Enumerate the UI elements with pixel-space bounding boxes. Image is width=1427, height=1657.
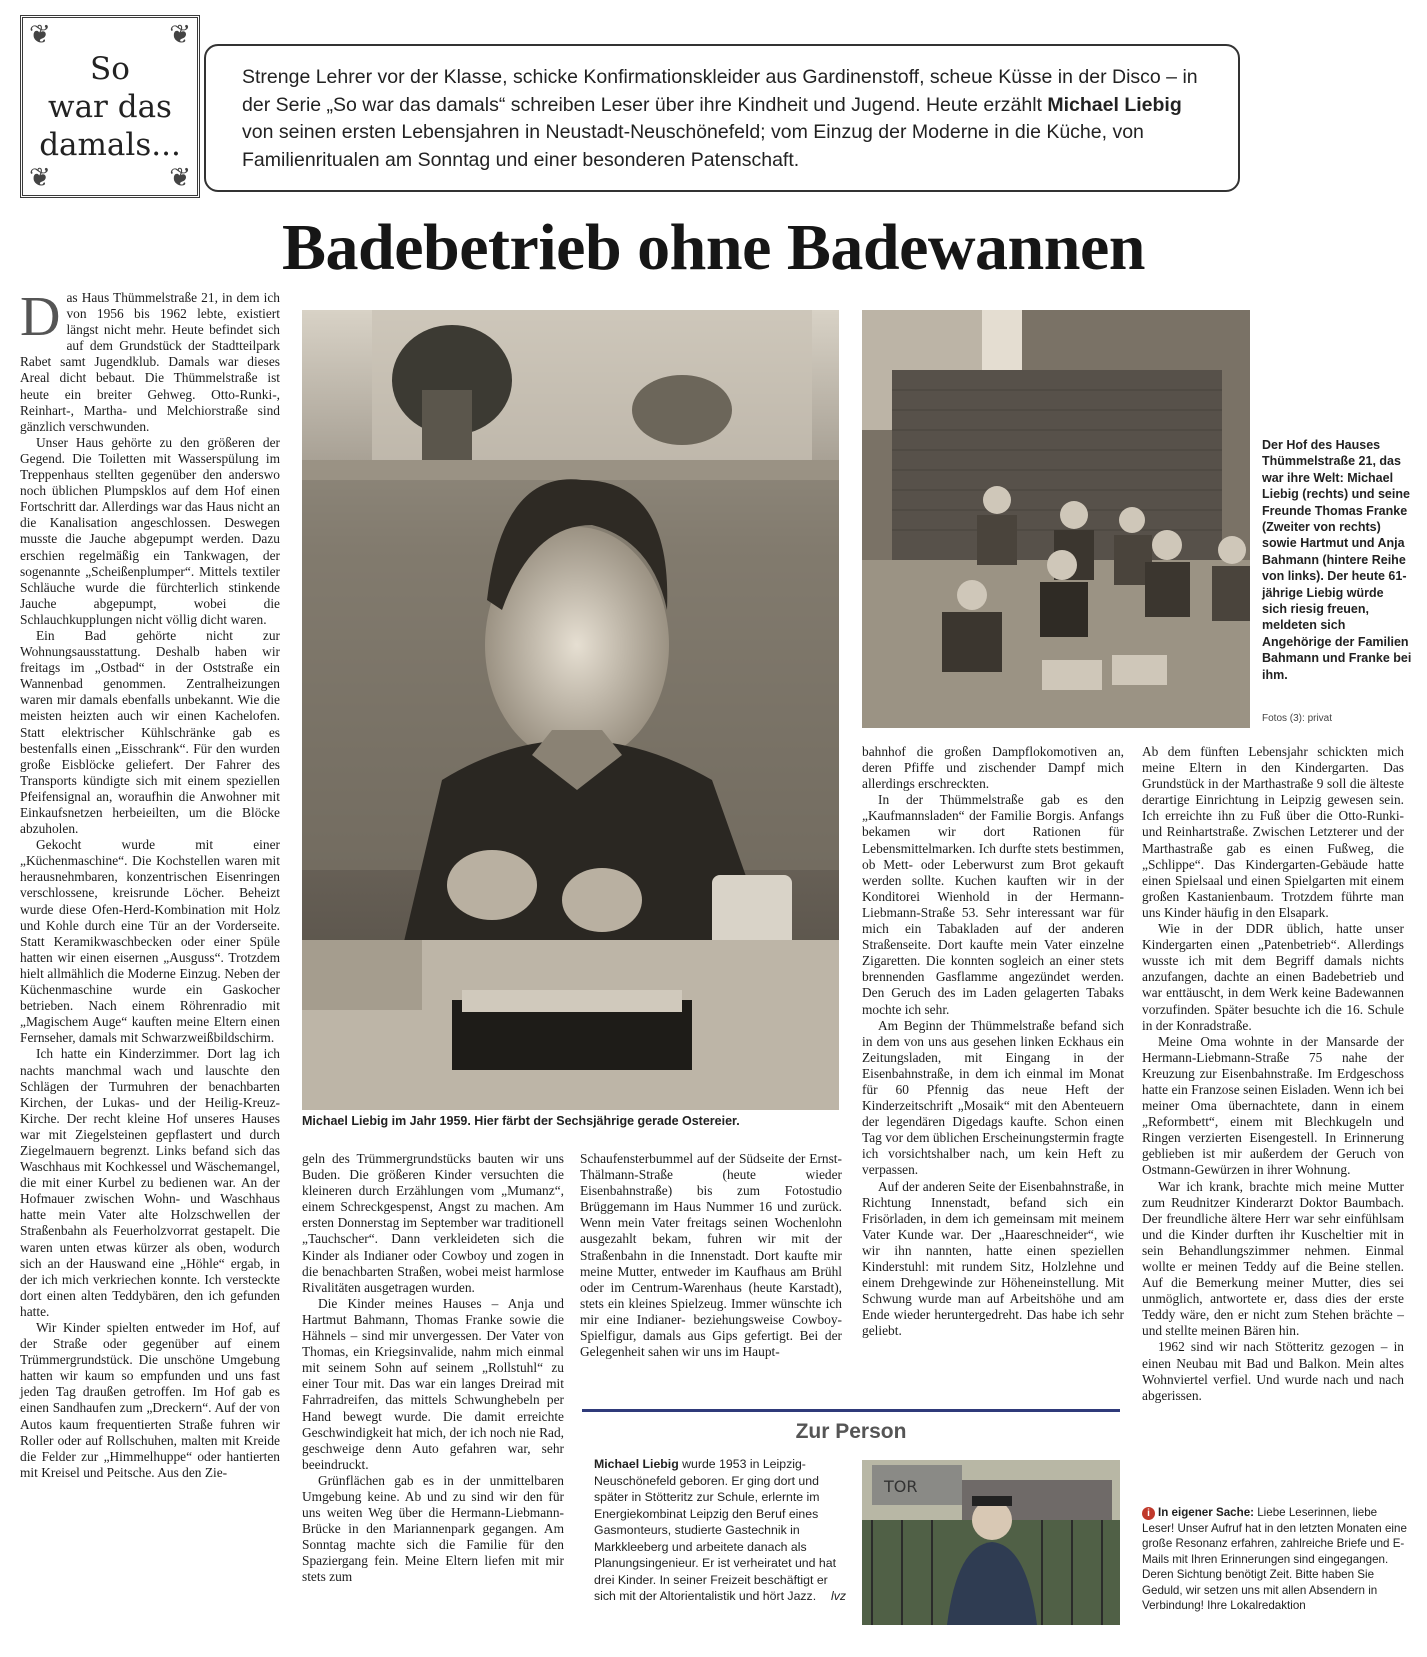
main-photo bbox=[302, 310, 839, 1110]
portrait-photo-image bbox=[862, 1460, 1120, 1625]
article-column-1: D as Haus Thümmelstraße 21, in dem ich von 1956 bis 1962 lebte, existiert längst nicht mehr. Heute befindet sich auf dem Grundstück der Stadtteilpark Rabet samt Jugendklub. Damals war dieses Areal dicht bebaut. Die Thümmelstraße ist heute ein breiter Gehweg. Otto-Runki-, Reinhart-, Martha- und Melchiorstraße sind gänzlich verschwunden. Unser Haus gehörte zu den größeren der Gegend. Die Toiletten mit Wasserspülung im Treppenhaus stellten gegenüber den anderswo noch üblichen Plumpsklos auf dem Hof einen Fortschritt dar. Allerdings war das Haus nicht an die Kanalisation angeschlossen. Deswegen musste die Jauche abgepumpt werden. Dazu erschien regelmäßig ein Tankwagen, der sogenannte „Scheißenplumper“. Mittels textiler Schläuche wurde die fürchterlich stinkende Jauche abgepumpt, wobei die Schlauchkupplungen nicht völlig dicht waren. Ein Bad gehörte nicht zur Wohnungsausstattung. Deshalb haben wir freitags im „Ostbad“ in der Oststraße ein Wannenbad genommen. Zentralheizungen waren mir damals ebenfalls unbekannt. Wie die meisten heizten auch wir einen Kachelofen. Statt elektrischer Kühlschränke gab es bestenfalls einen „Eisschrank“. Für den wurden große Eisblöcke geliefert. Der Fahrer des Transports kündigte sich mit einem speziellen Pfeifensignal an, woraufhin die Anwohner mit Einkaufsnetzen herbeieilten, um die Blöcke abzuholen. Gekocht wurde mit einer „Küchenmaschine“. Die Kochstellen waren mit herausnehmbaren, konzentrischen Eisenringen verschlossene, kreisrunde Löcher. Beheizt wurde diese Ofen-Herd-Kombination mit Holz und Kohle durch eine Tür an der Vorderseite. Statt Keramikwaschbecken oder einer Spüle hatten wir einen eisernen „Ausguss“. Trotzdem hielt allmählich die Moderne Einzug. Neben der Küchenmaschine wurde ein Gaskocher betrieben. Nach einem Röhrenradio mit „Magischem Auge“ kauften meine Eltern einen Fernseher, damals mit Schwarzweißbildschirm. Ich hatte ein Kinderzimmer. Dort lag ich nachts manchmal wach und lauschte den Schlägen der Turmuhren der benachbarten Kirchen, der Lukas- und der Heilig-Kreuz-Kirche. Der recht kleine Hof unseres Hauses war mit Ziegelsteinen gepflastert und durch Ziegelmauern begrenzt. Links befand sich das Waschhaus mit Kochkessel und Wäschemangel, die mit einer Kurbel zu bedienen war. An der Hofmauer zwischen Wohn- und Waschhaus hatte mein Vater alte Holzschwellen der Straßenbahn als Feuerholzvorrat gestapelt. Die waren unten etwas kürzer als oben, wodurch sich an der Hauswand eine „Höhle“ ergab, in der ich mich verkriechen konnte. Ich versteckte dort einen alten Teddybären, den ich gefunden hatte. Wir Kinder spielten entweder im Hof, auf der Straße oder gegenüber auf einem Trümmergrundstück. Die unschöne Umgebung hatten wir kaum so empfunden und uns fast jeden Tag draußen getroffen. Im Hof gab es einen Sandhaufen zum „Dreckern“. Auf der von Autos kaum frequentierten Straße fuhren wir Roller oder auf Rollschuhen, malten mit Kreide die Felder zur „Himmelhuppe“ oder hantierten mit Kreisel und Peitsche. Aus den Zie- bbox=[20, 286, 280, 1480]
article-column-5: Ab dem fünften Lebensjahr schickten mich meine Eltern in den Kindergarten. Das Grundstück in der Marthastraße 9 soll die älteste derartige Einrichtung in Leipzig gewesen sein. Ich erreichte ihn zu Fuß über die Otto-Runki- und Reinhartstraße. Zwischen Letzterer und der Marthastraße gab es einen Fußweg, die „Schlippe“. Das Kindergarten-Gebäude hatte einen Spielsaal und einen Spielgarten mit einem großen Kastanienbaum. Trotzdem führte man uns Kinder häufig in den Elsapark. Wie in der DDR üblich, hatte unser Kindergarten einen „Patenbetrieb“. Allerdings wusste ich mit dem Begriff damals nichts anzufangen, dachte an einen Badebetrieb und war enttäuscht, in dem Werk keine Badewannen vorzufinden. Später besuchte ich die 16. Schule in der Konradstraße. Meine Oma wohnte in der Mansarde der Hermann-Liebmann-Straße 75 nahe der Kreuzung zur Eisenbahnstraße. Im Erdgeschoss hatte ein Franzose seinen Eisladen. Wenn ich bei meiner Oma übernachtete, dann in einem „Reformbett“, einem mit Blechkugeln und Ringen verzierten Eisengestell. In Erinnerung geblieben ist mir außerdem der Geruch von Ostmann-Gewürzen in ihrer Wohnung. War ich krank, brachte mich meine Mutter zum Reudnitzer Kinderarzt Doktor Baumbach. Der freundliche ältere Herr war sehr einfühlsam und die Kinder durften ihr Kuscheltier mit in sein Behandlungszimmer nehmen. Einmal wollte er meinen Teddy auf die Beine stellen. Auf die Bemerkung meiner Mutter, dies sei unmöglich, antwortete er, dass dies der erste Teddy wäre, den er nicht zum Stehen brächte – und stellte meinen Bären hin. 1962 sind wir nach Stötteritz gezogen – in einen Neubau mit Bad und Balkon. Mein altes Wohnviertel verfiel. Und wurde nach und nach abgerissen. bbox=[1142, 744, 1404, 1403]
author-sign: lvz bbox=[830, 1589, 846, 1603]
drop-cap: D bbox=[20, 286, 61, 348]
ornament-icon: ❦ bbox=[169, 20, 191, 49]
info-icon: i bbox=[1142, 1507, 1155, 1520]
ornament-icon: ❦ bbox=[29, 163, 51, 192]
person-divider bbox=[582, 1409, 1120, 1412]
courtyard-photo-image bbox=[862, 310, 1250, 728]
portrait-photo bbox=[862, 1460, 1120, 1625]
series-badge bbox=[20, 15, 200, 198]
ornament-icon: ❦ bbox=[29, 20, 51, 49]
ornament-icon: ❦ bbox=[169, 163, 191, 192]
svg-text:TOR: TOR bbox=[884, 1477, 918, 1496]
person-box-title: Zur Person bbox=[795, 1420, 907, 1443]
courtyard-photo-caption: Der Hof des Hauses Thümmelstraße 21, das war ihre Welt: Michael Liebig (rechts) und seine Freunde Thomas Franke (Zweiter von rechts) sowie Hartmut und Anja Bahmann (hintere Reihe von links). Der heute 61-jährige Liebig würde sich riesig freuen, meldeten sich Angehörige der Familien Bahmann und Franke bei ihm. bbox=[1262, 438, 1412, 682]
author-name: Michael Liebig bbox=[1047, 93, 1182, 116]
main-photo-caption: Michael Liebig im Jahr 1959. Hier färbt der Sechsjährige gerade Ostereier. bbox=[302, 1114, 740, 1128]
editorial-notice: i In eigener Sache: Liebe Leserinnen, liebe Leser! Unser Aufruf hat in den letzten Monaten eine große Resonanz erfahren, zahlreiche Briefe und E-Mails mit Ihren Erinnerungen sind eingegangen. Deren Sichtung benötigt Zeit. Bitte haben Sie Geduld, wir setzen uns mit allen Absendern in Verbindung! Ihre Lokalredaktion bbox=[1142, 1506, 1407, 1612]
person-bio: Michael Liebig wurde 1953 in Leipzig-Neuschönefeld geboren. Er ging dort und später in Stötteritz zur Schule, erlernte im Energiekombinat Leipzig den Beruf eines Gasmonteurs, studierte Gastechnik in Markkleeberg und arbeitete danach als Planungsingenieur. Er ist verheiratet und hat drei Kinder. In seiner Freizeit beschäftigt er sich mit der Altorientalistik und hört Jazz. lvz bbox=[594, 1457, 846, 1603]
headline: Badebetrieb ohne Badewannen bbox=[282, 211, 1145, 284]
article-column-2: geln des Trümmergrundstücks bauten wir uns Buden. Die größeren Kinder versuchten die kleineren durch Erzählungen vom „Mumanz“, einem Schreckgespenst, Angst zu machen. Am ersten Donnerstag im September war traditionell „Tauchscher“. Dann verkleideten sich die Kinder als Indianer oder Cowboy und zogen in die benachbarten Straßen, wobei meist harmlose Rivalitäten ausgetragen wurden. Die Kinder meines Hauses – Anja und Hartmut Bahmann, Thomas Franke sowie die Hähnels – sind mir unvergessen. Der Vater von Thomas, ein Kriegsinvalide, nahm mich einmal mit seinem Sohn auf seinem „Rollstuhl“ zu einer Tour mit. Das war ein langes Dreirad mit Fahrradreifen, das mittels Schwunghebeln per Hand bewegt wurde. Die damit erreichte Geschwindigkeit hat mich, der ich noch nie Rad, geschweige denn Auto gefahren war, sehr beeindruckt. Grünflächen gab es in der unmittelbaren Umgebung keine. Ab und zu sind wir den für uns weiten Weg über die Hermann-Liebmann-Brücke in den Mariannenpark gegangen. Am Sonntag machte sich die Familie für den Spaziergang fein. Meine Eltern liefen mit mir stets zum bbox=[302, 1151, 564, 1585]
photo-credit: Fotos (3): privat bbox=[1262, 713, 1333, 724]
intro-teaser: Strenge Lehrer vor der Klasse, schicke Konfirmationskleider aus Gardinenstoff, scheue Küsse in der Disco – in der Serie „So war das damals“ schreiben Leser über ihre Kindheit und Jugend. Heute erzählt Michael Liebig von seinen ersten Lebensjahren in Neustadt-Neuschönefeld; vom Einzug der Moderne in die Küche, von Familienritualen am Sonntag und einer besonderen Patenschaft. bbox=[204, 44, 1240, 192]
courtyard-photo bbox=[862, 310, 1250, 728]
series-title: So war das damals... bbox=[39, 50, 181, 163]
main-photo-image bbox=[302, 310, 839, 1110]
article-column-3: Schaufensterbummel auf der Südseite der Ernst-Thälmann-Straße (heute wieder Eisenbahnstraße) bis zum Fotostudio Brüggemann im Haus Nummer 16 und zurück. Wenn mein Vater freitags seinen Wochenlohn ausgezahlt bekam, fuhren wir mit der Straßenbahn in die Innenstadt. Dort kaufte mir meine Mutter, entweder im Kaufhaus am Brühl oder im Centrum-Warenhaus (heute Karstadt), stets ein kleines Spielzeug. Immer wünschte ich mir eine Indianer- beziehungsweise Cowboy-Spielfigur, damals aus Gips gefertigt. Bei der Gelegenheit sahen wir uns im Haupt- bbox=[580, 1151, 842, 1360]
article-column-4: bahnhof die großen Dampflokomotiven an, deren Pfiffe und zischender Dampf mich allerdings erschreckten. In der Thümmelstraße gab es den „Kaufmannsladen“ der Familie Borgis. Anfangs bekamen wir dort Rationen für Lebensmittelmarken. Ich durfte stets bestimmen, ob Mett- oder Leberwurst zum Brot gekauft werden sollte. Kuchen kauften wir in der Konditorei Wienhold in der Hermann-Liebmann-Straße 53. Sehr interessant war für mich ein Tabakladen auf der anderen Straßenseite. Dort kaufte mein Vater einzelne Zigaretten. Die konnten sogleich an einer stets brennenden Gasflamme angezündet werden. Den Geruch des im Laden gelagerten Tabaks mochte ich sehr. Am Beginn der Thümmelstraße befand sich in dem von uns aus gesehen linken Eckhaus ein Zeitungsladen, mit Eingang in der Eisenbahnstraße, in dem ich einmal im Monat für 60 Pfennig das neue Heft der Kinderzeitschrift „Mosaik“ mit den Abenteuern der legendären Digedags kaufte. Schon einen Tag vor dem üblichen Erscheinungstermin fragte ich vorsichtshalber nach, um kein Heft zu verpassen. Auf der anderen Seite der Eisenbahnstraße, in Richtung Innenstadt, befand sich ein Frisörladen, in dem ich gemeinsam mit meinem Vater Kunde war. Der „Haareschneider“, wie wir ihn nannten, hatte einen speziellen Kinderstuhl: mit rundem Sitz, Holzlehne und einem Drehgewinde zur Höheneinstellung. Mit Schwung wurde man auf Arbeitshöhe und am Ende wieder heruntergedreht. Das habe ich sehr geliebt. bbox=[862, 744, 1124, 1339]
